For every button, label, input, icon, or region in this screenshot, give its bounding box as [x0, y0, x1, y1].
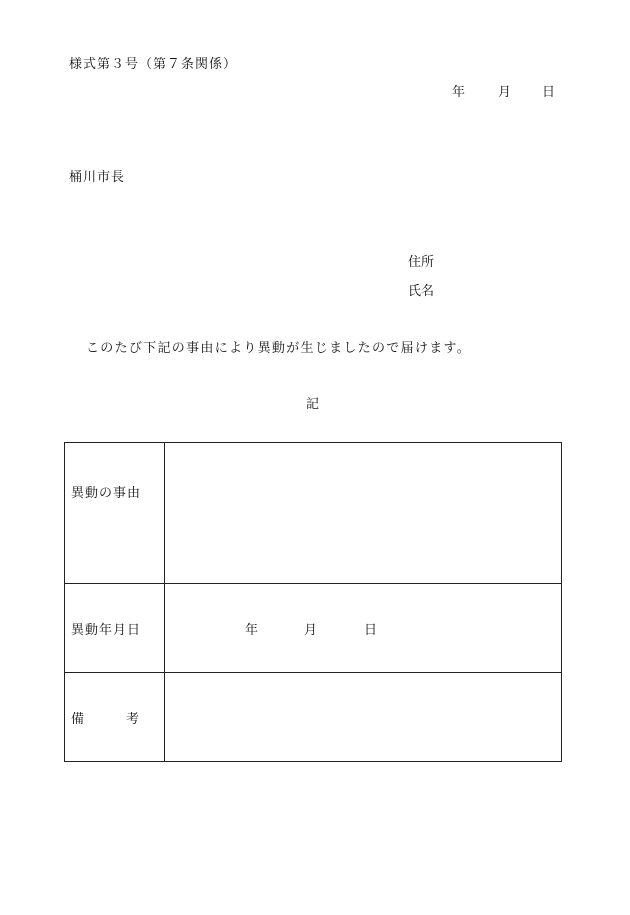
remarks-label-part-1: 備 — [71, 711, 85, 727]
addressee: 桶川市長 — [69, 170, 126, 185]
date-day: 日 — [364, 623, 378, 638]
date-value-cell[interactable] — [165, 584, 562, 673]
date-year: 年 — [245, 623, 259, 638]
date-fields — [165, 619, 561, 637]
body-text: このたび下記の事由により異動が生じましたので届けます。 — [86, 341, 472, 356]
header-date-month: 月 — [498, 85, 512, 100]
address-label: 住所 — [408, 255, 435, 270]
ki-heading: 記 — [306, 397, 320, 412]
header-date-day: 日 — [542, 85, 556, 100]
remarks-label — [71, 708, 139, 727]
header-date — [452, 81, 562, 99]
date-label-cell — [65, 584, 165, 673]
header-date-year: 年 — [452, 85, 466, 100]
name-label: 氏名 — [408, 284, 435, 299]
form-number: 様式第３号（第７条関係） — [69, 57, 238, 72]
reason-label-cell — [65, 443, 165, 584]
remarks-label-cell — [65, 673, 165, 762]
date-label: 異動年月日 — [71, 622, 142, 638]
remarks-value-cell[interactable] — [165, 673, 562, 762]
remarks-row — [65, 673, 562, 762]
remarks-label-part-2: 考 — [125, 711, 139, 727]
reason-row — [65, 443, 562, 584]
date-row — [65, 584, 562, 673]
reason-value-cell[interactable] — [165, 443, 562, 584]
reason-label: 異動の事由 — [71, 486, 142, 501]
record-table — [64, 442, 562, 762]
date-month: 月 — [304, 623, 318, 638]
